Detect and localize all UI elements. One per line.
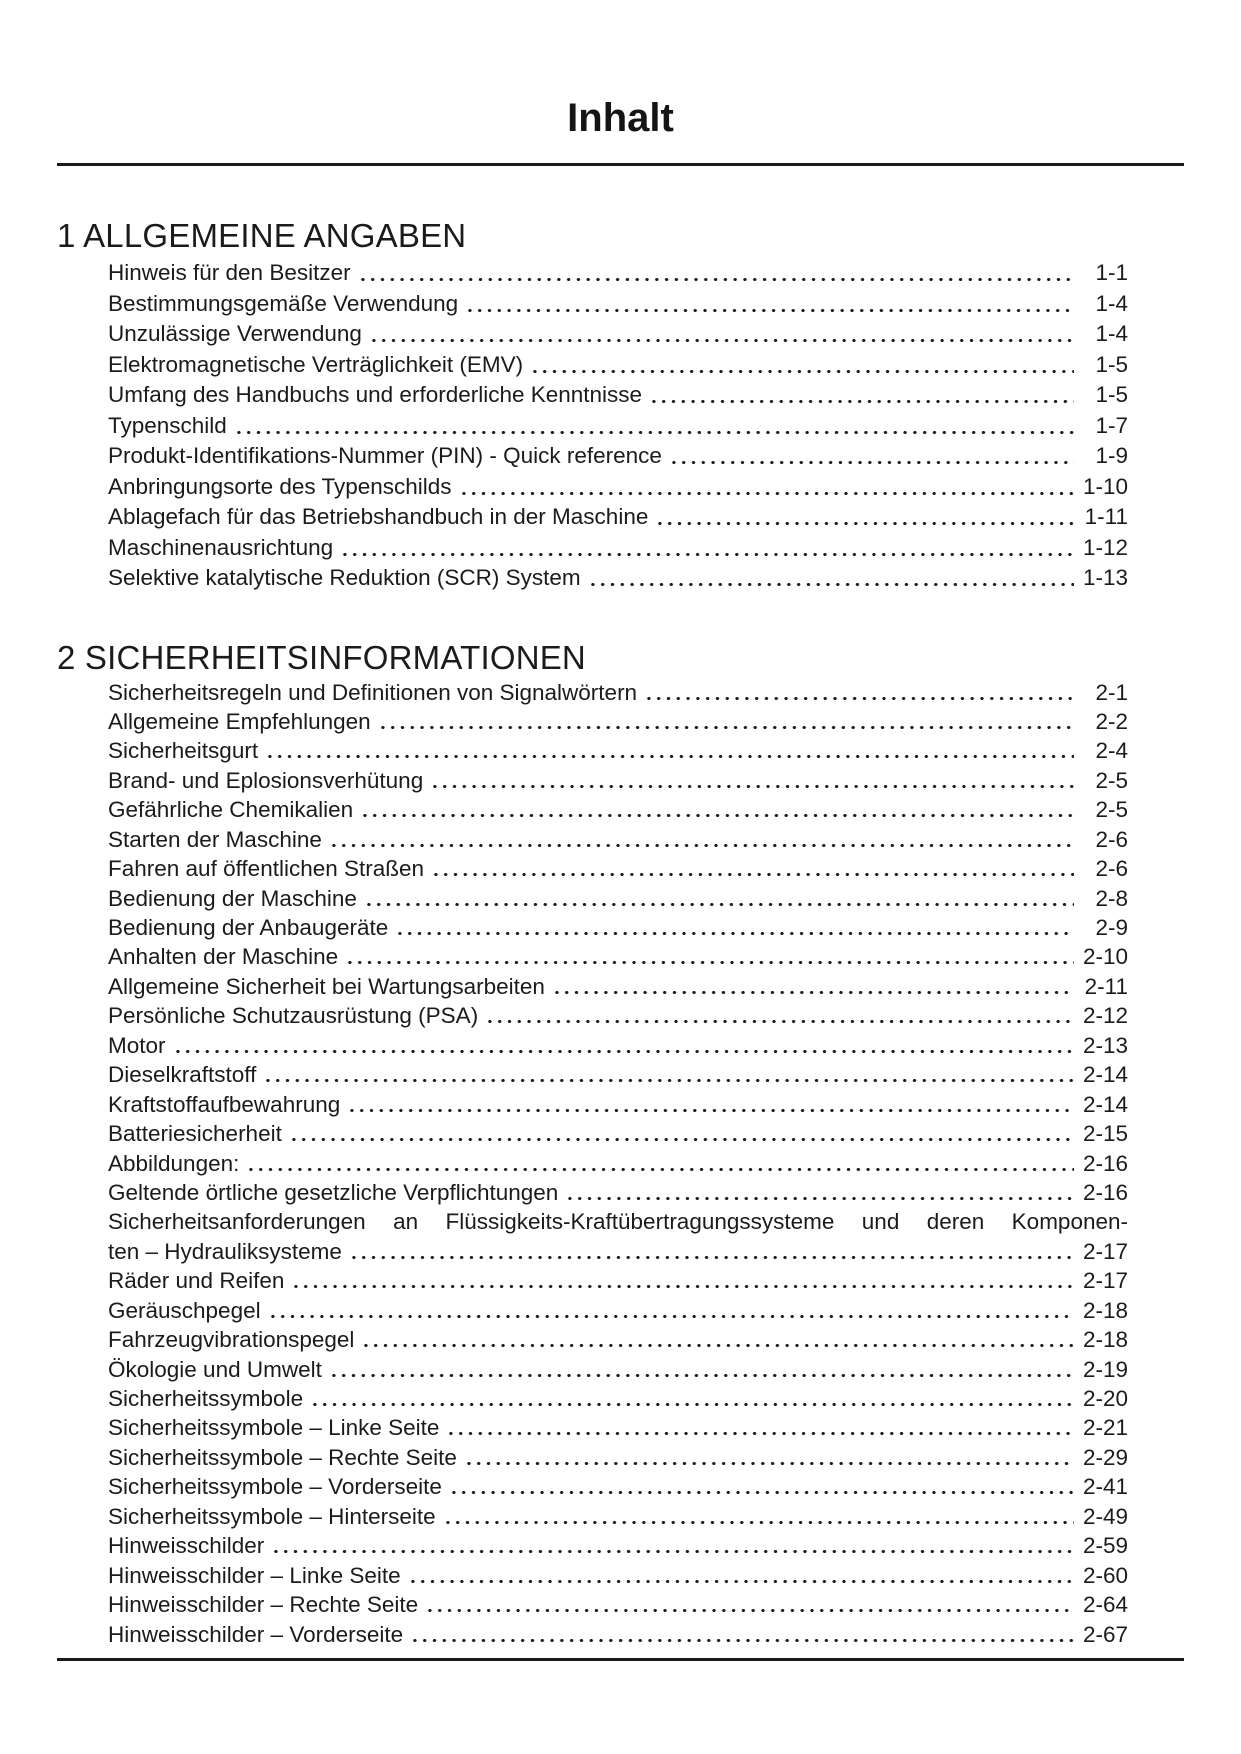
toc-entry	[108, 441, 1128, 472]
dot-leader	[550, 972, 1074, 1001]
toc-entry-label: Allgemeine Empfehlungen	[108, 708, 371, 734]
toc-entry-label: Bestimmungsgemäße Verwendung	[108, 290, 459, 316]
section-heading: 2 SICHERHEITSINFORMATIONEN	[57, 638, 586, 676]
toc-entry-label: Sicherheitssymbole	[108, 1386, 304, 1411]
toc-entry-page: 2-12	[1082, 1003, 1128, 1029]
toc-entry-page: 2-67	[1082, 1621, 1128, 1647]
toc-entry-label: Dieselkraftstoff	[108, 1062, 257, 1088]
toc-entry	[108, 1620, 1128, 1649]
toc-entry-page: 2-41	[1082, 1474, 1128, 1500]
toc-entry-page: 2-17	[1082, 1268, 1128, 1294]
toc-entry-page: 2-20	[1082, 1386, 1128, 1411]
dot-leader	[441, 1502, 1074, 1531]
toc-entry	[108, 1296, 1128, 1325]
dot-leader	[457, 472, 1074, 503]
toc-entry-page: 2-11	[1084, 973, 1128, 999]
toc-entry-page: 2-18	[1082, 1327, 1128, 1353]
toc-entry	[108, 1413, 1128, 1442]
toc-entry-label: Geltende örtliche gesetzliche Verpflichtungen	[108, 1179, 559, 1205]
toc-entry-page: 1-10	[1082, 473, 1128, 499]
toc-entry-page: 2-18	[1082, 1297, 1128, 1323]
toc-entry	[108, 1502, 1128, 1531]
toc-entry	[108, 1590, 1128, 1619]
toc-entry-page: 2-29	[1082, 1444, 1128, 1470]
toc-entry-list	[108, 258, 1184, 594]
toc-entry-page: 1-4	[1095, 290, 1128, 316]
toc-entry	[108, 1531, 1128, 1560]
dot-leader	[358, 795, 1074, 824]
toc-entry-label: Hinweisschilder – Rechte Seite	[108, 1592, 419, 1618]
toc-entry-page: 2-21	[1082, 1415, 1128, 1441]
dot-leader	[463, 289, 1074, 320]
toc-entry-page: 2-1	[1095, 679, 1128, 705]
toc-entry-page: 2-49	[1082, 1503, 1128, 1529]
toc-entry-page: 2-15	[1082, 1121, 1128, 1147]
dot-leader	[423, 1590, 1074, 1619]
dot-leader	[327, 825, 1074, 854]
toc-entry-page: 2-13	[1082, 1032, 1128, 1058]
toc-entry-label: ten – Hydrauliksysteme	[108, 1238, 342, 1264]
toc-entry	[108, 1178, 1128, 1207]
section-heading: 1 ALLGEMEINE ANGABEN	[57, 217, 467, 254]
dot-leader	[171, 1031, 1074, 1060]
toc-entry	[108, 1355, 1128, 1384]
dot-leader	[232, 411, 1074, 442]
toc-entry	[108, 472, 1128, 503]
toc-entry-page: 2-5	[1095, 767, 1128, 793]
toc-entry-label: Persönliche Schutzausrüstung (PSA)	[108, 1003, 479, 1029]
dot-leader	[327, 1355, 1074, 1384]
toc-entry-label: Produkt-Identifikations-Nummer (PIN) - Quick reference	[108, 443, 662, 468]
toc-entry-label: Brand- und Eplosionsverhütung	[108, 767, 424, 793]
dot-leader	[428, 766, 1074, 795]
toc-entry	[108, 884, 1128, 913]
toc-entry-label: Hinweisschilder – Linke Seite	[108, 1562, 401, 1588]
toc-entry	[108, 502, 1128, 533]
toc-entry-label: Bedienung der Anbaugeräte	[108, 915, 389, 940]
toc-entry-page: 2-6	[1095, 826, 1128, 852]
toc-entry	[108, 1266, 1128, 1295]
dot-leader	[263, 736, 1074, 765]
dot-leader	[367, 319, 1074, 350]
dot-leader	[429, 854, 1074, 883]
toc-entry	[108, 380, 1128, 411]
top-rule	[57, 163, 1184, 166]
toc-entry-page: 1-13	[1082, 565, 1128, 590]
toc-entry-page: 2-19	[1082, 1356, 1128, 1382]
toc-entry-label: Abbildungen:	[108, 1150, 240, 1176]
dot-leader	[528, 350, 1074, 381]
toc-entry-label: Sicherheitsgurt	[108, 738, 259, 764]
toc-entry-page: 2-5	[1095, 797, 1128, 823]
toc-entry-label: Hinweisschilder	[108, 1533, 265, 1559]
toc-entry	[108, 1031, 1128, 1060]
toc-entry	[108, 1119, 1128, 1148]
toc-entry	[108, 678, 1128, 707]
toc-entry-wrap-line: Sicherheitsanforderungen an Flüssigkeits-Kraftübertragungssysteme und deren Komponen-	[108, 1209, 1128, 1235]
dot-leader	[586, 563, 1074, 594]
toc-entry-page: 2-60	[1082, 1562, 1128, 1588]
toc-entry-page: 1-5	[1095, 382, 1128, 407]
toc-entry-label: Batteriesicherheit	[108, 1121, 282, 1147]
dot-leader	[266, 1296, 1074, 1325]
dot-leader	[462, 1443, 1074, 1472]
dot-leader	[289, 1266, 1074, 1295]
toc-entry-page: 2-64	[1082, 1592, 1128, 1618]
toc-entry	[108, 563, 1128, 594]
toc-entry-label: Anhalten der Maschine	[108, 944, 339, 970]
dot-leader	[642, 678, 1074, 707]
toc-entry-page: 2-8	[1095, 885, 1128, 911]
toc-entry-page: 2-4	[1095, 738, 1128, 764]
toc-entry	[108, 766, 1128, 795]
toc-entry	[108, 972, 1128, 1001]
dot-leader	[483, 1001, 1074, 1030]
dot-leader	[269, 1531, 1074, 1560]
toc-entry-page: 2-16	[1082, 1150, 1128, 1176]
toc-entry	[108, 1443, 1128, 1472]
toc-entry-label: Hinweis für den Besitzer	[108, 260, 351, 285]
toc-entry	[108, 1384, 1128, 1413]
toc-entry-label: Umfang des Handbuchs und erforderliche Kenntnisse	[108, 382, 643, 407]
dot-leader	[347, 1237, 1074, 1266]
toc-entry-label: Typenschild	[108, 412, 227, 438]
toc-entry	[108, 795, 1128, 824]
toc-entry	[108, 533, 1128, 564]
toc-entry	[108, 854, 1128, 883]
toc-entry	[108, 1472, 1128, 1501]
toc-entry-label: Räder und Reifen	[108, 1268, 285, 1294]
bottom-rule	[57, 1658, 1184, 1661]
toc-entry-label: Hinweisschilder – Vorderseite	[108, 1621, 404, 1647]
toc-entry	[108, 258, 1128, 289]
toc-entry	[108, 1561, 1128, 1590]
toc-entry	[108, 1237, 1128, 1266]
toc-entry-label: Bedienung der Maschine	[108, 885, 357, 911]
dot-leader	[406, 1561, 1074, 1590]
dot-leader	[338, 533, 1074, 564]
toc-entry	[108, 707, 1128, 736]
dot-leader	[362, 884, 1074, 913]
toc-entry-label: Maschinenausrichtung	[108, 534, 334, 560]
dot-leader	[408, 1620, 1074, 1649]
toc-entry	[108, 1325, 1128, 1354]
page-title: Inhalt	[567, 96, 674, 140]
toc-entry-label: Kraftstoffaufbewahrung	[108, 1091, 341, 1117]
toc-entry-label: Sicherheitssymbole – Hinterseite	[108, 1503, 436, 1529]
toc-entry-page: 1-9	[1095, 443, 1128, 468]
toc-entry-label: Sicherheitssymbole – Linke Seite	[108, 1415, 440, 1441]
toc-entry-page: 1-4	[1095, 321, 1128, 346]
toc-entry-label: Gefährliche Chemikalien	[108, 797, 354, 823]
toc-entry-list	[108, 678, 1184, 1649]
dot-leader	[667, 441, 1074, 472]
dot-leader	[244, 1149, 1074, 1178]
toc-entry-label: Anbringungsorte des Typenschilds	[108, 473, 452, 499]
toc-entry-label: Elektromagnetische Verträglichkeit (EMV)	[108, 351, 524, 377]
toc-entry-label: Motor	[108, 1032, 166, 1058]
dot-leader	[647, 380, 1074, 411]
dot-leader	[359, 1325, 1074, 1354]
toc-entry-page: 2-10	[1082, 944, 1128, 970]
toc-entry	[108, 289, 1128, 320]
dot-leader	[444, 1413, 1074, 1442]
dot-leader	[356, 258, 1074, 289]
toc-entry-label: Geräuschpegel	[108, 1297, 261, 1323]
toc-entry-page: 1-5	[1095, 351, 1128, 377]
toc-entry-label: Sicherheitsregeln und Definitionen von Signalwörtern	[108, 679, 638, 705]
toc-entry-page: 1-1	[1095, 260, 1128, 285]
toc-entry-page: 2-17	[1082, 1238, 1128, 1264]
toc-entry	[108, 1090, 1128, 1119]
dot-leader	[287, 1119, 1074, 1148]
toc-entry	[108, 913, 1128, 942]
toc-entry-page: 1-12	[1082, 534, 1128, 560]
toc-entry-page: 2-6	[1095, 856, 1128, 882]
dot-leader	[563, 1178, 1074, 1207]
toc-entry	[108, 350, 1128, 381]
toc-entry	[108, 736, 1128, 765]
toc-entry-label: Ökologie und Umwelt	[108, 1356, 322, 1382]
toc-entry	[108, 942, 1128, 971]
toc-entry-page: 2-59	[1082, 1533, 1128, 1559]
toc-entry	[108, 1060, 1128, 1089]
toc-entry-page: 2-16	[1082, 1179, 1128, 1205]
toc-entry-label: Starten der Maschine	[108, 826, 322, 852]
toc-entry-page: 2-14	[1082, 1062, 1128, 1088]
toc-entry	[108, 411, 1128, 442]
toc-entry-label: Sicherheitssymbole – Rechte Seite	[108, 1444, 457, 1470]
dot-leader	[308, 1384, 1074, 1413]
toc-entry-page: 2-2	[1095, 708, 1128, 734]
toc-entry-label: Sicherheitssymbole – Vorderseite	[108, 1474, 442, 1500]
toc-entry-label: Ablagefach für das Betriebshandbuch in der Maschine	[108, 504, 649, 529]
toc-entry-label: Fahrzeugvibrationspegel	[108, 1327, 355, 1353]
toc-sections	[57, 218, 1184, 1649]
toc-entry-label: Selektive katalytische Reduktion (SCR) System	[108, 565, 581, 590]
dot-leader	[343, 942, 1074, 971]
toc-entry	[108, 319, 1128, 350]
dot-leader	[653, 502, 1074, 533]
toc-section-2	[57, 640, 1184, 1649]
dot-leader	[376, 707, 1074, 736]
toc-entry-page: 2-14	[1082, 1091, 1128, 1117]
toc-entry-page: 1-7	[1095, 412, 1128, 438]
toc-entry-page: 2-9	[1095, 915, 1128, 940]
toc-entry-page: 1-11	[1084, 504, 1128, 529]
dot-leader	[261, 1060, 1074, 1089]
toc-entry-label: Fahren auf öffentlichen Straßen	[108, 856, 425, 882]
toc-entry	[108, 1001, 1128, 1030]
dot-leader	[447, 1472, 1074, 1501]
toc-entry	[108, 1149, 1128, 1178]
toc-entry-label: Unzulässige Verwendung	[108, 321, 362, 346]
toc-entry-label: Allgemeine Sicherheit bei Wartungsarbeiten	[108, 973, 545, 999]
toc-entry	[108, 825, 1128, 854]
dot-leader	[345, 1090, 1074, 1119]
dot-leader	[393, 913, 1074, 942]
toc-section-1	[57, 218, 1184, 594]
